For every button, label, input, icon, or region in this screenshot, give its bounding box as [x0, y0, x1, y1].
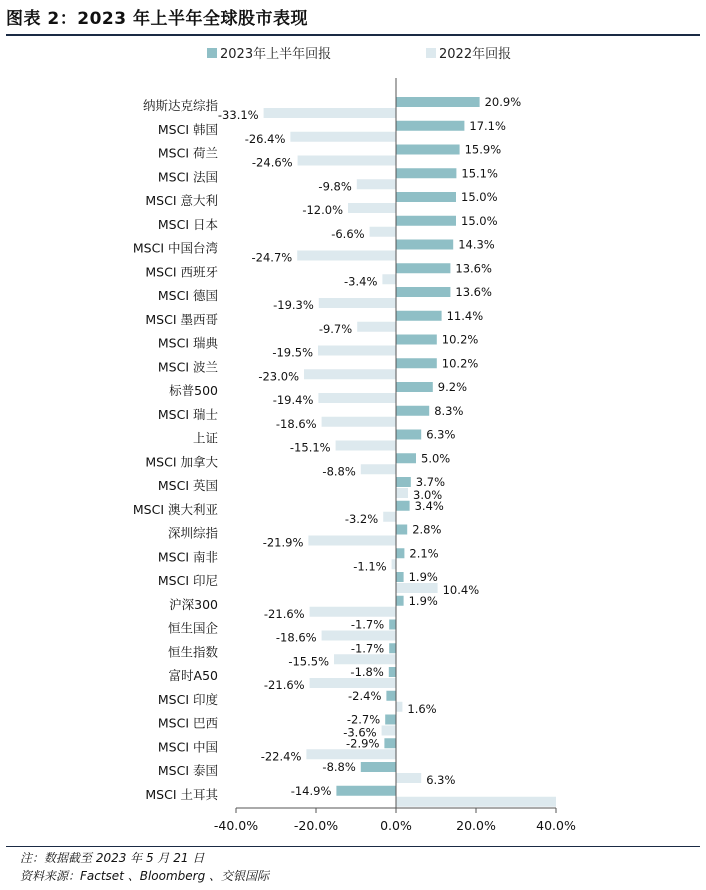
category-label: 恒生国企: [167, 620, 218, 636]
bar-2023: [396, 453, 416, 463]
data-label-2023: 14.3%: [458, 237, 495, 252]
legend-label-2022: 2022年回报: [439, 47, 512, 62]
category-label: MSCI 波兰: [157, 359, 218, 375]
data-label-2022: 6.3%: [426, 773, 456, 787]
data-label-2022: -24.7%: [251, 250, 293, 265]
data-label-2022: -3.2%: [344, 511, 379, 526]
data-label-2022: -15.5%: [288, 654, 329, 669]
bar-2023: [361, 762, 396, 772]
bar-2022: [308, 536, 396, 546]
bar-2022: [298, 156, 396, 166]
bar-2022: [396, 583, 438, 593]
data-label-2022: 10.4%: [442, 583, 480, 597]
x-tick-label: -40.0%: [213, 818, 259, 833]
data-label-2023: -1.8%: [350, 665, 384, 679]
bar-2022: [383, 512, 396, 522]
data-label-2022: -3.6%: [343, 725, 377, 740]
bar-2022: [396, 488, 408, 498]
category-label: MSCI 日本: [157, 216, 218, 232]
bar-2022: [357, 322, 396, 332]
bar-2023: [384, 738, 396, 748]
bar-2023: [396, 596, 404, 606]
bar-2023: [386, 691, 396, 701]
date-note: 注：数据截至 2023 年 5 月 21 日: [20, 851, 205, 865]
data-label-2022: -19.5%: [272, 345, 313, 360]
bar-2023: [396, 382, 433, 392]
data-label-2023: 15.1%: [461, 166, 498, 181]
bar-2023: [396, 216, 456, 226]
bar-2023: [396, 240, 453, 250]
bar-2022: [322, 631, 396, 641]
data-label-2023: -2.7%: [346, 712, 381, 727]
data-label-2023: 8.3%: [434, 403, 464, 418]
category-label: 富时A50: [168, 668, 218, 683]
category-label: 纳斯达克综指: [142, 98, 218, 113]
data-label-2022: -15.1%: [289, 440, 331, 455]
bar-2023: [396, 406, 429, 416]
data-label-2022: -12.0%: [302, 203, 343, 217]
data-label-2022: -19.3%: [273, 298, 314, 312]
category-label: 上证: [192, 430, 218, 446]
bar-2022: [318, 346, 396, 356]
data-label-2022: -19.4%: [272, 393, 314, 407]
category-label: MSCI 英国: [157, 478, 218, 493]
data-label-2023: 10.2%: [441, 356, 479, 371]
bar-2022: [382, 726, 396, 736]
data-label-2022: -18.6%: [275, 630, 317, 645]
legend-label-2023: 2023年上半年回报: [220, 47, 332, 62]
bar-2022: [348, 203, 396, 213]
category-label: MSCI 加拿大: [145, 454, 218, 470]
bar-2023: [396, 548, 404, 558]
bar-2022: [357, 179, 396, 189]
data-label-2023: 2.1%: [409, 546, 439, 561]
data-label-2023: 15.0%: [461, 213, 498, 228]
bar-2023: [389, 643, 396, 653]
category-label: MSCI 墨西哥: [145, 311, 218, 327]
data-label-2023: -1.7%: [350, 641, 385, 656]
category-label: MSCI 韩国: [157, 121, 218, 137]
data-label-2022: -21.6%: [263, 606, 305, 621]
data-label-2023: 1.9%: [408, 570, 438, 584]
data-label-2023: 15.9%: [464, 142, 502, 157]
bar-2023: [336, 786, 396, 796]
bar-2022: [322, 417, 396, 427]
bar-2022: [310, 678, 396, 688]
bar-2022: [318, 393, 396, 403]
bar-2022: [310, 607, 396, 617]
data-label-2023: 5.0%: [421, 451, 451, 466]
x-tick-label: -20.0%: [293, 818, 339, 833]
category-label: MSCI 瑞典: [157, 335, 218, 351]
data-label-2022: -9.8%: [318, 179, 352, 194]
bar-2022: [290, 132, 396, 142]
category-label: MSCI 巴西: [157, 715, 218, 731]
bar-2022: [306, 749, 396, 759]
bar-2023: [396, 192, 456, 202]
bar-2023: [396, 477, 411, 487]
category-label: MSCI 意大利: [145, 193, 218, 208]
bar-2023: [396, 97, 480, 107]
data-label-2023: 13.6%: [455, 261, 492, 276]
bar-2023: [389, 667, 396, 677]
data-label-2023: 2.8%: [412, 522, 442, 537]
category-label: MSCI 中国: [157, 739, 218, 755]
data-label-2022: -24.6%: [251, 155, 293, 170]
data-label-2022: 3.0%: [413, 488, 443, 502]
data-label-2022: -21.9%: [262, 535, 304, 550]
bar-2023: [396, 335, 437, 345]
data-label-2022: -21.6%: [263, 678, 305, 692]
bar-2023: [396, 311, 442, 321]
bar-2022: [334, 654, 396, 664]
bar-2023: [396, 263, 450, 273]
bar-2022: [361, 464, 396, 474]
data-label-2023: 3.7%: [415, 475, 446, 489]
category-label: MSCI 法国: [157, 169, 218, 185]
data-label-2022: -8.8%: [322, 464, 356, 479]
category-label: MSCI 泰国: [157, 763, 218, 778]
legend-swatch-2022: [426, 48, 436, 58]
data-label-2022: -9.7%: [318, 321, 353, 336]
bar-2023: [396, 430, 421, 440]
bar-2023: [396, 287, 450, 297]
category-label: 恒生指数: [167, 644, 218, 660]
bar-2023: [396, 358, 437, 368]
data-label-2023: 6.3%: [426, 427, 456, 442]
bar-2022: [396, 773, 421, 783]
bar-2023: [396, 168, 456, 178]
bar-2023: [396, 572, 404, 582]
bar-2023: [385, 715, 396, 725]
data-label-2023: 1.9%: [408, 593, 438, 608]
data-label-2023: -2.4%: [348, 688, 382, 703]
data-label-2023: 11.4%: [446, 308, 484, 323]
data-label-2022: -26.4%: [244, 131, 286, 146]
category-label: MSCI 荷兰: [157, 145, 218, 161]
bar-2023: [396, 501, 410, 511]
data-label-2023: -2.9%: [346, 736, 380, 751]
bar-2022: [392, 559, 396, 569]
footer-divider: [6, 846, 700, 847]
data-label-2023: 10.2%: [441, 332, 479, 347]
data-label-2022: -23.0%: [258, 369, 299, 384]
bar-2022: [336, 441, 396, 451]
x-tick-label: 20.0%: [456, 818, 496, 833]
category-label: MSCI 印尼: [157, 573, 218, 588]
data-label-2023: 3.4%: [414, 498, 444, 513]
data-label-2023: -8.8%: [322, 760, 356, 774]
data-label-2022: -6.6%: [331, 226, 365, 241]
data-label-2023: 15.0%: [461, 190, 498, 204]
bar-2022: [297, 251, 396, 261]
bar-2023: [396, 145, 460, 155]
bar-2023: [396, 525, 407, 535]
category-label: MSCI 德国: [157, 288, 218, 303]
data-label-2023: 9.2%: [437, 380, 468, 394]
data-label-2022: -22.4%: [260, 749, 302, 764]
category-label: MSCI 中国台湾: [132, 240, 218, 256]
category-label: MSCI 土耳其: [145, 786, 218, 802]
category-label: 沪深300: [169, 596, 218, 612]
data-label-2023: -1.7%: [350, 617, 385, 632]
data-label-2022: -18.6%: [275, 416, 317, 431]
category-label: MSCI 印度: [157, 691, 218, 707]
page-title: 图表 2：2023 年上半年全球股市表现: [6, 9, 308, 29]
bar-2023: [396, 121, 464, 131]
category-label: MSCI 南非: [157, 549, 218, 565]
data-label-2022: -1.1%: [353, 559, 387, 574]
data-label-2022: -3.4%: [344, 274, 378, 289]
category-label: MSCI 瑞士: [157, 406, 218, 422]
data-label-2023: 17.1%: [469, 118, 506, 133]
x-tick-label: 40.0%: [536, 818, 576, 833]
bar-2022: [396, 702, 402, 712]
bar-2022: [370, 227, 396, 237]
data-label-2023: -14.9%: [290, 783, 332, 798]
source-note: 资料来源：Factset 、Bloomberg 、交银国际: [20, 869, 270, 883]
bar-2022: [264, 108, 396, 118]
category-label: 深圳综指: [167, 525, 218, 541]
category-label: MSCI 西班牙: [145, 264, 218, 280]
data-label-2022: -33.1%: [217, 108, 259, 122]
category-label: 标普500: [169, 383, 218, 398]
x-tick-label: 0.0%: [380, 818, 412, 833]
bar-2022: [396, 797, 556, 807]
data-label-2023: 20.9%: [484, 95, 522, 109]
category-label: MSCI 澳大利亚: [132, 501, 218, 517]
legend-swatch-2023: [207, 48, 217, 58]
bar-2022: [304, 369, 396, 379]
data-label-2023: 13.6%: [455, 285, 492, 299]
bar-2023: [389, 620, 396, 630]
data-label-2022: 1.6%: [407, 701, 437, 716]
bar-2022: [319, 298, 396, 308]
bar-2022: [382, 274, 396, 284]
